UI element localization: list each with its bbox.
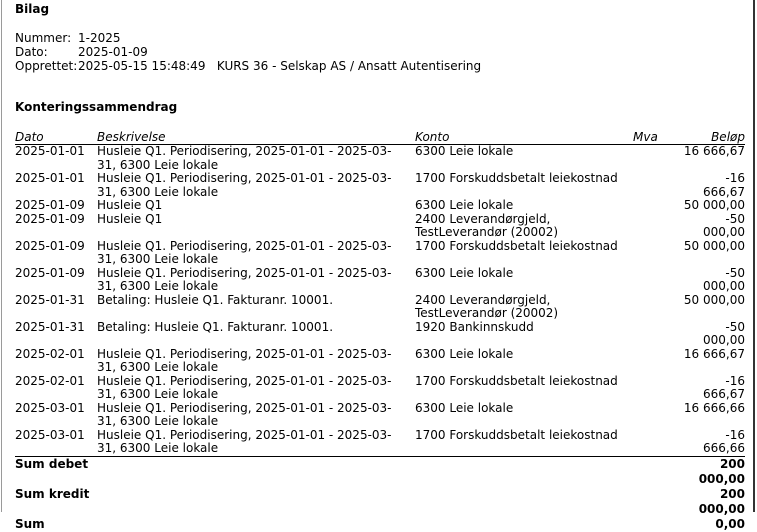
table-row xyxy=(15,240,745,267)
meta-opprettet-label: Opprettet: xyxy=(15,59,78,73)
cell-konto: 6300 Leie lokale xyxy=(415,400,514,415)
sum-debet-value: 200 000,00 xyxy=(683,456,745,487)
posting-table xyxy=(15,130,745,532)
cell-beskrivelse: Husleie Q1. Periodisering, 2025-01-01 - 2025-03-31, 6300 Leie lokale xyxy=(97,171,392,199)
cell-mva xyxy=(633,321,683,348)
cell-belop: 50 000,00 xyxy=(683,238,745,253)
sum-debet-label: Sum debet xyxy=(15,456,415,487)
table-row xyxy=(15,348,745,375)
cell-dato: 2025-01-09 xyxy=(15,238,85,253)
cell-mva xyxy=(633,429,683,457)
col-header-mva: Mva xyxy=(633,130,683,145)
cell-konto: 1700 Forskuddsbetalt leiekostnad xyxy=(415,238,618,253)
meta-nummer-label: Nummer: xyxy=(15,31,72,45)
cell-dato: 2025-01-09 xyxy=(15,211,85,226)
col-header-konto: Konto xyxy=(415,130,633,145)
cell-beskrivelse: Husleie Q1 xyxy=(97,198,163,212)
table-row xyxy=(15,145,745,173)
col-header-beskrivelse: Beskrivelse xyxy=(97,130,415,145)
sum-total-label: Sum xyxy=(15,516,45,531)
cell-belop: 16 666,67 xyxy=(683,346,745,361)
cell-konto: 6300 Leie lokale xyxy=(415,346,514,361)
cell-mva xyxy=(633,402,683,429)
cell-belop: -16 666,66 xyxy=(703,427,745,455)
cell-dato: 2025-01-09 xyxy=(15,198,85,212)
cell-beskrivelse: Betaling: Husleie Q1. Fakturanr. 10001. xyxy=(97,292,334,307)
cell-dato: 2025-02-01 xyxy=(15,346,85,361)
sum-total-value: 0,00 xyxy=(715,516,745,531)
cell-beskrivelse: Husleie Q1. Periodisering, 2025-01-01 - 2025-03-31, 6300 Leie lokale xyxy=(97,400,392,428)
cell-dato: 2025-01-01 xyxy=(15,171,85,185)
cell-belop: 16 666,67 xyxy=(683,144,745,158)
sum-kredit-row xyxy=(15,487,745,517)
cell-dato: 2025-03-01 xyxy=(15,427,85,442)
document-title: Bilag xyxy=(15,2,50,16)
cell-konto: 1920 Bankinnskudd xyxy=(415,319,534,334)
cell-beskrivelse: Husleie Q1. Periodisering, 2025-01-01 - 2025-03-31, 6300 Leie lokale xyxy=(97,265,392,293)
window-border-left xyxy=(1,0,2,512)
cell-mva xyxy=(633,145,683,173)
table-row xyxy=(15,321,745,348)
table-row xyxy=(15,375,745,402)
cell-mva xyxy=(633,267,683,294)
cell-belop: -50 000,00 xyxy=(703,319,745,347)
table-row xyxy=(15,172,745,199)
cell-dato: 2025-01-01 xyxy=(15,144,85,158)
cell-belop: 50 000,00 xyxy=(683,292,745,307)
table-row xyxy=(15,429,745,457)
cell-dato: 2025-03-01 xyxy=(15,400,85,415)
cell-dato: 2025-01-31 xyxy=(15,292,85,307)
cell-belop: 16 666,66 xyxy=(683,400,745,415)
cell-konto: 6300 Leie lokale xyxy=(415,265,514,280)
cell-konto: 1700 Forskuddsbetalt leiekostnad xyxy=(415,373,618,388)
sum-debet-row xyxy=(15,456,745,487)
cell-konto: 6300 Leie lokale xyxy=(415,144,514,158)
cell-beskrivelse: Husleie Q1. Periodisering, 2025-01-01 - 2025-03-31, 6300 Leie lokale xyxy=(97,346,392,374)
cell-mva xyxy=(633,294,683,321)
cell-beskrivelse: Husleie Q1. Periodisering, 2025-01-01 - 2025-03-31, 6300 Leie lokale xyxy=(97,427,392,455)
col-header-dato: Dato xyxy=(15,130,97,145)
cell-mva xyxy=(633,375,683,402)
cell-belop: -16 666,67 xyxy=(703,373,745,401)
sum-kredit-label: Sum kredit xyxy=(15,486,90,501)
cell-beskrivelse: Betaling: Husleie Q1. Fakturanr. 10001. xyxy=(97,319,334,334)
table-header-row xyxy=(15,130,745,145)
cell-beskrivelse: Husleie Q1. Periodisering, 2025-01-01 - 2025-03-31, 6300 Leie lokale xyxy=(97,238,392,266)
meta-opprettet-value: 2025-05-15 15:48:49 KURS 36 - Selskap AS / Ansatt Autentisering xyxy=(78,59,482,73)
cell-konto: 2400 Leverandørgjeld, TestLeverandør (20002) xyxy=(415,211,559,239)
table-row xyxy=(15,402,745,429)
cell-konto: 1700 Forskuddsbetalt leiekostnad xyxy=(415,171,618,185)
cell-dato: 2025-02-01 xyxy=(15,373,85,388)
section-title: Konteringssammendrag xyxy=(15,100,178,114)
cell-belop: -50 000,00 xyxy=(703,265,745,293)
cell-mva xyxy=(633,172,683,199)
cell-belop: -16 666,67 xyxy=(703,171,745,199)
table-row xyxy=(15,267,745,294)
cell-mva xyxy=(633,348,683,375)
cell-belop: -50 000,00 xyxy=(703,211,745,239)
cell-beskrivelse: Husleie Q1 xyxy=(97,211,163,226)
sum-total-row xyxy=(15,517,745,532)
cell-beskrivelse: Husleie Q1. Periodisering, 2025-01-01 - 2025-03-31, 6300 Leie lokale xyxy=(97,373,392,401)
table-row xyxy=(15,294,745,321)
cell-konto: 1700 Forskuddsbetalt leiekostnad xyxy=(415,427,618,442)
cell-dato: 2025-01-31 xyxy=(15,319,85,334)
meta-dato-label: Dato: xyxy=(15,45,48,59)
meta-nummer-value: 1-2025 xyxy=(78,31,121,45)
cell-konto: 2400 Leverandørgjeld, TestLeverandør (20002) xyxy=(415,292,559,320)
cell-mva xyxy=(633,213,683,240)
window-border-right xyxy=(753,0,755,512)
cell-beskrivelse: Husleie Q1. Periodisering, 2025-01-01 - 2025-03-31, 6300 Leie lokale xyxy=(97,144,392,172)
cell-dato: 2025-01-09 xyxy=(15,265,85,280)
cell-belop: 50 000,00 xyxy=(683,198,745,212)
meta-dato-value: 2025-01-09 xyxy=(78,45,148,59)
col-header-belop: Beløp xyxy=(683,130,745,145)
cell-mva xyxy=(633,199,683,213)
cell-konto: 6300 Leie lokale xyxy=(415,198,514,212)
table-row xyxy=(15,213,745,240)
cell-mva xyxy=(633,240,683,267)
table-row xyxy=(15,199,745,213)
sum-kredit-value: 200 000,00 xyxy=(698,486,745,516)
